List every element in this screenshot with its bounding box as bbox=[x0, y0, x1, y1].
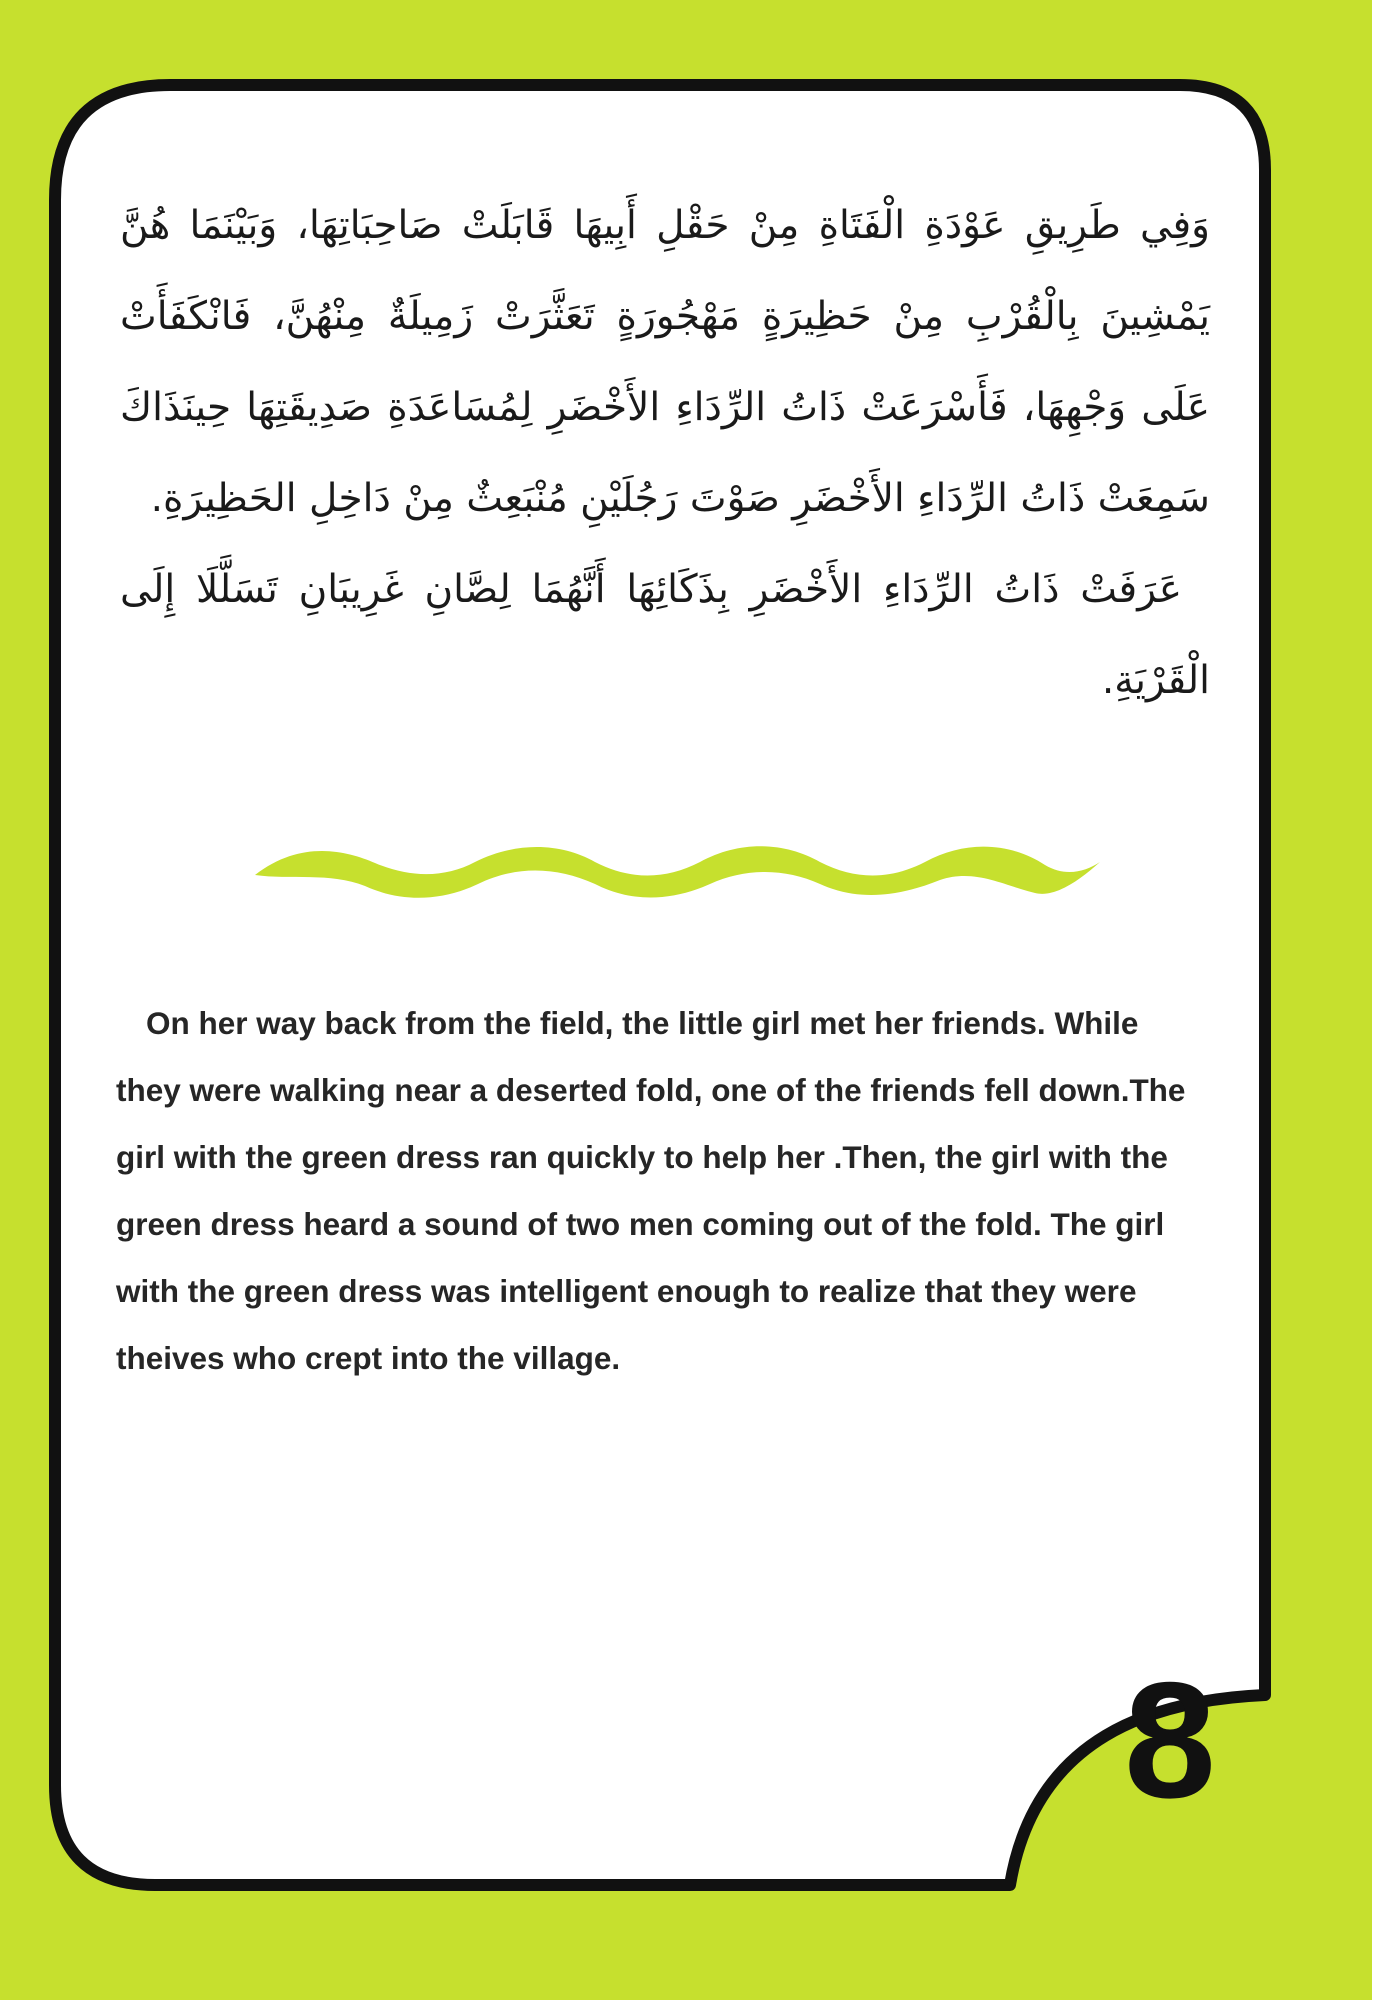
arabic-paragraph-2: عَرَفَتْ ذَاتُ الرِّدَاءِ الأَخْضَرِ بِذَكَائِهَا أَنَّهُمَا لِصَّانِ غَرِيبَانِ تَسَلَّلَا إِلَى الْقَرْيَةِ. bbox=[120, 567, 1210, 703]
arabic-story-text bbox=[120, 180, 1210, 726]
english-story-text bbox=[116, 990, 1208, 1392]
arabic-paragraph-1: وَفِي طَرِيقِ عَوْدَةِ الْفَتَاةِ مِنْ حَقْلِ أَبِيهَا قَابَلَتْ صَاحِبَاتِهَا، وَبَيْنَمَا هُنَّ يَمْشِينَ بِالْقُرْبِ مِنْ حَظِيرَةٍ مَهْجُورَةٍ تَعَثَّرَتْ زَمِيلَةٌ مِنْهُنَّ، فَانْكَفَأَتْ عَلَى وَجْهِهَا، فَأَسْرَعَتْ ذَاتُ الرِّدَاءِ الأَخْضَرِ لِمُسَاعَدَةِ صَدِيقَتِهَا حِينَذَاكَ سَمِعَتْ ذَاتُ الرِّدَاءِ الأَخْضَرِ صَوْتَ رَجُلَيْنِ مُنْبَعِثٌ مِنْ دَاخِلِ الحَظِيرَةِ. bbox=[120, 203, 1210, 521]
page-number: 8 bbox=[1124, 1648, 1216, 1832]
english-paragraph: On her way back from the field, the little girl met her friends. While they were walking near a deserted fold, one of the friends fell down.The girl with the green dress ran quickly to help her .Then, the girl with the green dress heard a sound of two men coming out of the fold. The girl with the green dress was intelligent enough to realize that they were theives who crept into the village. bbox=[116, 1005, 1186, 1376]
